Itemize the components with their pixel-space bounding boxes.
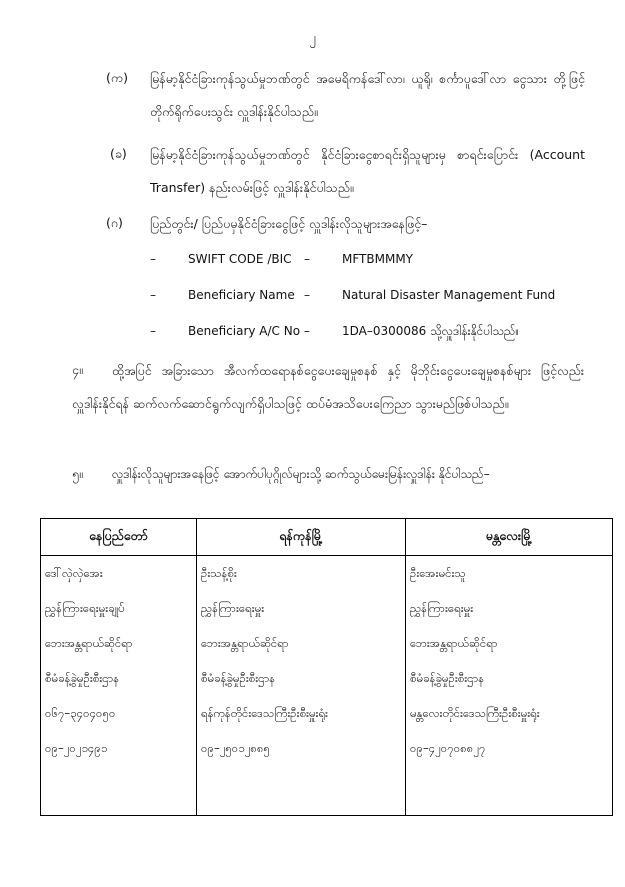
contact-office: မန္တလေးတိုင်းဒေသကြီးဦးစီးမှူးရုံး <box>410 706 540 720</box>
contact-name: ဒေါ်လှဲလှဲအေး <box>45 566 103 580</box>
beneficiary-name-value: Natural Disaster Management Fund <box>342 288 556 302</box>
beneficiary-account-row <box>0 322 625 340</box>
swift-sep: – <box>304 252 310 266</box>
contact-dept-line2: စီမံခန့်ခွဲမှုဦးစီးဌာန <box>201 671 276 685</box>
table-header-row <box>41 519 613 556</box>
mandalay-contact-cell <box>406 556 613 816</box>
contact-dept-line1: ဘေးအန္တရာယ်ဆိုင်ရာ <box>410 636 498 650</box>
contact-phone-mobile: ၀၉–၂၅၀၁၂၈၈၅ <box>201 741 270 755</box>
swift-code-row <box>0 250 625 268</box>
header-yangon: ရန်ကုန်မြို့ <box>197 519 406 556</box>
item-marker-kha: (ခ) <box>110 146 127 161</box>
para4-text: ထို့အပြင် အခြားသော အီလက်ထရောနစ်ငွေပေးချေမှုစနစ် နှင့် မိုဘိုင်းငွေပေးချေမှုစနစ်များ ဖြင့်လည်း လှူဒါန်းနိုင်ရန် ဆက်လက်ဆောင်ရွက်လျက်ရှိပါသဖြင့် ထပ်မံအသိပေးကြေညာ သွားမည်ဖြစ်ပါသည်။ <box>72 363 584 411</box>
beneficiary-account-value: 1DA–0300086 သို့လှူဒါန်းနိုင်ပါသည်။ <box>342 324 520 338</box>
swift-dash: – <box>150 252 156 266</box>
contact-dept-line1: ဘေးအန္တရာယ်ဆိုင်ရာ <box>201 636 289 650</box>
swift-code-value: MFTBMMMY <box>342 252 413 266</box>
contact-title: ညွှန်ကြားရေးမှူး <box>410 601 474 615</box>
beneficiary-name-row <box>0 286 625 304</box>
naypyitaw-contact-cell <box>41 556 197 816</box>
beneficiary-name-sep: – <box>304 288 310 302</box>
contact-office: ရန်ကုန်တိုင်းဒေသကြီးဦးစီးမှူးရုံး <box>201 706 328 720</box>
swift-code-label: SWIFT CODE /BIC <box>188 252 292 266</box>
contacts-table <box>40 518 613 816</box>
contact-phone-mobile: ၀၉–၂၀၂၁၄၉၁ <box>45 741 108 755</box>
header-naypyitaw: နေပြည်တော် <box>41 519 197 556</box>
contact-name: ဦးအေးမင်းသူ <box>410 566 466 580</box>
contact-phone-office: ၀၆၇–၃၄၀၄၀၅၀ <box>45 706 116 720</box>
beneficiary-account-label: Beneficiary A/C No – <box>188 324 310 338</box>
beneficiary-name-dash: – <box>150 288 156 302</box>
yangon-contact-cell <box>197 556 406 816</box>
item-marker-ka: (က) <box>106 70 128 85</box>
item-text-ka: မြန်မာ့နိုင်ငံခြားကုန်သွယ်မှုဘဏ်တွင် အမေရိကန်ဒေါ်လာ၊ ယူရို၊ စင်္ကာပူဒေါ်လာ ငွေသား တို့ဖြင့် တိုက်ရိုက်ပေးသွင်း လှူဒါန်းနိုင်ပါသည်။ <box>150 71 585 119</box>
para4-marker: ၄။ <box>72 362 83 377</box>
beneficiary-name-label: Beneficiary Name <box>188 288 295 302</box>
page-number: ၂ <box>309 31 316 46</box>
beneficiary-account-dash: – <box>150 324 156 338</box>
para5-text: လှူဒါန်းလိုသူများအနေဖြင့် အောက်ပါပုဂ္ဂိုလ်များသို့ ဆက်သွယ်မေးမြန်းလှူဒါန်း နိုင်ပါသည်– <box>112 467 490 481</box>
item-text-ga: ပြည်တွင်း/ ပြည်ပမှနိုင်ငံခြားငွေဖြင့် လှူဒါန်းလိုသူများအနေဖြင့်– <box>150 216 428 231</box>
item-text-kha: မြန်မာ့နိုင်ငံခြားကုန်သွယ်မှုဘဏ်တွင် နိုင်ငံခြားငွေစာရင်းရှိသူများမှ စာရင်းပြောင်း (Account Transfer) နည်းလမ်းဖြင့် လှူဒါန်းနိုင်ပါသည်။ <box>150 147 585 195</box>
item-marker-ga: (ဂ) <box>106 215 123 230</box>
contact-dept-line2: စီမံခန့်ခွဲမှုဦးစီးဌာန <box>410 671 485 685</box>
contact-name: ဦးသန့်စိုး <box>201 566 237 580</box>
contact-dept-line2: စီမံခန့်ခွဲမှုဦးစီးဌာန <box>45 671 120 685</box>
contact-dept-line1: ဘေးအန္တရာယ်ဆိုင်ရာ <box>45 636 133 650</box>
contact-title: ညွှန်ကြားရေးမှူး <box>201 601 265 615</box>
para5-marker: ၅။ <box>72 466 83 481</box>
table-row <box>41 556 613 816</box>
contact-phone-mobile: ၀၉–၄၂၀၇၀၈၈၂၇ <box>410 741 486 755</box>
header-mandalay: မန္တလေးမြို့ <box>406 519 613 556</box>
contact-title: ညွှန်ကြားရေးမှူးချုပ် <box>45 601 125 615</box>
